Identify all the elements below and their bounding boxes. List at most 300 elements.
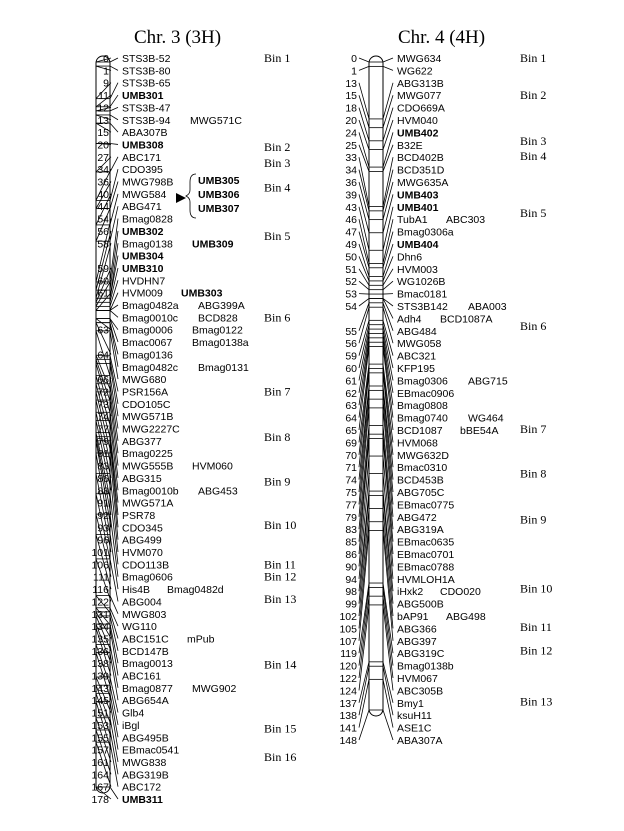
marker-position: 59 (97, 262, 109, 275)
marker-name-extra: Bmag0131 (198, 361, 249, 374)
marker-position: 13 (97, 114, 109, 127)
bin-label: Bin 14 (264, 657, 297, 672)
marker-name: UMB403 (397, 189, 439, 202)
marker-connector (383, 666, 393, 715)
marker-position: 102 (339, 611, 357, 623)
marker-name: Bmag0006 (122, 324, 173, 337)
marker-name-extra: MWG902 (192, 682, 237, 695)
marker-position: 51 (345, 263, 357, 276)
marker-name: HVMLOH1A (397, 573, 455, 586)
marker-position: 119 (340, 648, 357, 661)
chr4-title: Chr. 4 (4H) (398, 27, 486, 48)
marker-position: 50 (345, 251, 357, 264)
marker-position: 90 (345, 561, 357, 574)
marker-position: 137 (339, 697, 357, 710)
marker-name: MWG803 (122, 608, 167, 621)
marker-name: ABG313B (397, 77, 444, 90)
marker-name: Bmac0310 (397, 462, 448, 475)
marker-position: 20 (345, 115, 357, 127)
marker-connector (110, 194, 118, 225)
marker-name: EBmac0906 (397, 387, 455, 400)
marker-name: HVDHN7 (122, 275, 166, 288)
bin-label: Bin 2 (264, 139, 291, 154)
marker-name-extra: Bmag0482d (167, 584, 224, 597)
marker-name: STS3B-52 (122, 53, 171, 65)
marker-position: 136 (91, 645, 109, 658)
marker-position: 49 (345, 239, 357, 251)
marker-name-extra: HVM060 (192, 460, 233, 473)
marker-position: 116 (92, 584, 109, 597)
bin-label: Bin 7 (264, 384, 291, 399)
marker-position: 0 (103, 53, 109, 65)
bin-label: Bin 5 (264, 228, 291, 243)
marker-position: 56 (97, 225, 109, 238)
marker-name: Bmac0067 (122, 337, 173, 350)
marker-name: Bmag0138 (122, 238, 173, 251)
marker-name: Dhn6 (397, 251, 423, 264)
marker-name-extra: ABC303 (446, 214, 486, 227)
bracket (186, 174, 196, 218)
marker-name: EBmac0635 (397, 536, 455, 549)
marker-name: Bmag0482c (122, 361, 179, 374)
marker-position: 61 (97, 287, 109, 300)
bin-label: Bin 10 (264, 517, 297, 532)
bin-label: Bin 1 (520, 51, 547, 65)
marker-name: WG110 (122, 621, 157, 634)
marker-name: UMB402 (397, 127, 439, 140)
marker-name: TubA1 (397, 214, 428, 227)
marker-name: STS3B142 (397, 301, 448, 313)
bin-label: Bin 9 (264, 474, 291, 489)
marker-name-extra: ABG498 (446, 611, 486, 623)
marker-position: 145 (91, 695, 109, 708)
marker-position: 111 (93, 571, 109, 584)
marker-position: 56 (345, 338, 357, 351)
marker-position: 94 (345, 573, 357, 586)
marker-name: Bmag0306 (397, 375, 448, 388)
marker-name: MWG838 (122, 756, 167, 769)
marker-name: Bmac0181 (397, 288, 448, 301)
marker-position: 107 (339, 635, 357, 648)
marker-name: Bmag0013 (122, 658, 173, 671)
marker-position: 40 (97, 188, 109, 201)
bin-label: Bin 13 (264, 591, 297, 606)
bracketed-marker: UMB307 (198, 203, 240, 215)
marker-name: ABC171 (122, 151, 162, 164)
bin-label: Bin 3 (520, 134, 547, 149)
bracketed-marker: UMB306 (198, 189, 240, 201)
marker-name: CDO395 (122, 164, 163, 177)
marker-position: 148 (339, 735, 357, 747)
marker-position: 86 (345, 549, 357, 561)
marker-name: Bmag0606 (122, 571, 173, 584)
marker-connector (110, 206, 118, 241)
marker-position: 63 (97, 324, 109, 337)
marker-position: 52 (345, 276, 357, 289)
marker-position: 86 (97, 472, 109, 485)
marker-name: MWG571B (122, 411, 174, 424)
marker-name: Bmag0010b (122, 485, 179, 498)
position-connector (359, 58, 369, 62)
marker-name: ABG484 (397, 325, 437, 338)
marker-position: 43 (345, 201, 357, 214)
marker-position: 106 (91, 559, 109, 572)
marker-name: KFP195 (397, 363, 435, 375)
marker-name: UMB404 (397, 239, 439, 251)
bin-label: Bin 5 (520, 206, 547, 220)
marker-name: MWG680 (122, 374, 167, 387)
marker-name: ABC161 (122, 670, 162, 683)
marker-name: MWG571A (122, 497, 174, 510)
marker-position: 33 (345, 152, 357, 165)
marker-name: CDO345 (122, 522, 163, 535)
bin-label: Bin 2 (520, 88, 547, 103)
marker-name: ABA307A (397, 735, 443, 747)
marker-name: BCD453B (397, 474, 444, 487)
marker-name-extra: ABA003 (468, 301, 507, 313)
marker-name: ABG004 (122, 596, 162, 609)
marker-name: ABG319B (122, 769, 169, 782)
marker-position: 15 (97, 127, 109, 140)
marker-position: 131 (91, 608, 109, 621)
marker-position: 151 (91, 707, 109, 720)
marker-name: MWG635A (397, 177, 449, 189)
marker-name: ABG500B (397, 598, 444, 611)
marker-connector (383, 170, 393, 211)
marker-name: ABG377 (122, 435, 162, 448)
marker-name: EBmac0775 (397, 499, 455, 512)
marker-position: 122 (91, 596, 109, 609)
marker-name: STS3B-65 (122, 77, 171, 90)
marker-name: CDO113B (122, 559, 170, 572)
marker-position: 99 (345, 598, 357, 611)
marker-name: PSR78 (122, 509, 156, 522)
marker-name: MWG584 (122, 188, 167, 201)
marker-position: 64 (97, 349, 109, 362)
marker-name: Adh4 (397, 313, 422, 326)
marker-position: 11 (98, 90, 109, 103)
marker-name-extra: ABG715 (468, 375, 508, 388)
marker-name: Bmag0828 (122, 213, 173, 226)
marker-position: 138 (91, 658, 109, 671)
marker-name: MWG077 (397, 90, 442, 103)
bin-label: Bin 12 (264, 569, 297, 584)
bin-label: Bin 8 (520, 466, 547, 481)
marker-name: iHxk2 (397, 586, 424, 599)
marker-position: 60 (97, 275, 109, 288)
marker-connector (383, 298, 393, 318)
position-connector (359, 710, 369, 740)
marker-position: 75 (345, 487, 357, 499)
chr3-title: Chr. 3 (3H) (134, 27, 222, 48)
marker-position: 83 (97, 460, 109, 473)
marker-name: Bmag0740 (397, 412, 448, 425)
marker-position: 70 (345, 449, 357, 462)
marker-position: 46 (345, 214, 357, 227)
marker-name: UMB308 (122, 139, 164, 152)
marker-position: 61 (345, 375, 357, 388)
marker-name: Bmy1 (397, 697, 424, 710)
marker-name-extra: UMB309 (192, 238, 234, 251)
marker-position: 59 (345, 350, 357, 363)
marker-position: 72 (97, 386, 109, 399)
marker-name: EBmac0701 (397, 549, 455, 561)
marker-position: 62 (345, 387, 357, 400)
marker-position: 36 (345, 177, 357, 189)
marker-name-extra: bBE54A (460, 425, 499, 437)
marker-name: UMB311 (122, 794, 163, 806)
marker-position: 44 (97, 201, 109, 214)
marker-position: 141 (339, 722, 357, 735)
marker-name-extra: Bmag0122 (192, 324, 243, 337)
bin-label: Bin 13 (520, 694, 553, 709)
marker-connector (383, 679, 393, 727)
chromosome-4h (339, 51, 552, 747)
marker-name: BCD1087 (397, 425, 443, 437)
marker-name: PSR156A (122, 386, 169, 399)
marker-name: BCD147B (122, 645, 169, 658)
marker-connector (110, 693, 118, 737)
marker-name: ABG495B (122, 732, 169, 745)
marker-name: HVM003 (397, 263, 438, 276)
bin-label: Bin 9 (520, 512, 547, 527)
pointer-arrow-icon (176, 193, 186, 203)
marker-position: 71 (345, 462, 357, 475)
marker-name: BCD402B (397, 152, 444, 165)
marker-position: 124 (339, 685, 357, 698)
marker-position: 157 (91, 744, 109, 757)
marker-name: WG622 (397, 65, 433, 78)
marker-position: 18 (345, 102, 357, 115)
marker-name: MWG632D (397, 449, 449, 462)
marker-name: EBmac0541 (122, 744, 180, 757)
marker-name-extra: UMB303 (181, 287, 223, 300)
marker-name: ABC172 (122, 781, 162, 794)
position-connector (359, 170, 369, 211)
marker-position: 134 (91, 621, 109, 634)
marker-name-extra: BCD828 (198, 312, 238, 325)
position-connector (359, 679, 369, 727)
marker-position: 98 (345, 586, 357, 599)
position-connector (359, 298, 369, 306)
marker-name: ABG319A (397, 524, 444, 537)
marker-position: 27 (97, 151, 109, 164)
marker-name-extra: ABG399A (198, 300, 245, 312)
marker-position: 15 (345, 90, 357, 103)
marker-position: 167 (91, 781, 109, 794)
marker-position: 12 (97, 102, 109, 115)
marker-name: ABG397 (397, 635, 437, 648)
marker-position: 92 (97, 509, 109, 522)
marker-position: 153 (91, 719, 109, 732)
bin-label: Bin 8 (264, 430, 291, 445)
marker-position: 69 (345, 437, 357, 450)
marker-name: MWG634 (397, 53, 442, 65)
marker-position: 135 (91, 633, 109, 646)
marker-name: Bmag0808 (397, 400, 448, 413)
marker-name: ABG471 (122, 201, 162, 214)
marker-position: 101 (91, 547, 109, 559)
marker-name: Bmag0306a (397, 226, 454, 239)
marker-position: 36 (97, 176, 109, 189)
marker-name: MWG555B (122, 460, 174, 473)
marker-position: 64 (345, 412, 357, 425)
marker-name-extra: BCD1087A (440, 313, 493, 326)
marker-position: 93 (97, 522, 109, 535)
bin-label: Bin 10 (520, 581, 553, 596)
bracketed-marker: UMB305 (198, 175, 240, 187)
marker-name: MWG2227C (122, 423, 180, 436)
marker-name: ABG654A (122, 695, 169, 708)
marker-position: 13 (345, 77, 357, 90)
bin-label: Bin 12 (520, 643, 553, 658)
marker-position: 34 (345, 164, 357, 177)
marker-name: ABG499 (122, 534, 162, 547)
bin-label: Bin 15 (264, 721, 297, 736)
marker-name: Bmag0010c (122, 312, 179, 325)
marker-position: 60 (345, 363, 357, 375)
marker-name: ABC151C (122, 633, 169, 646)
marker-name-extra: Bmag0138a (192, 337, 249, 350)
bin-label: Bin 1 (264, 51, 291, 65)
marker-name: STS3B-80 (122, 65, 171, 78)
marker-name-extra: MWG571C (190, 114, 242, 127)
marker-position: 74 (97, 411, 109, 424)
bin-label: Bin 4 (520, 148, 547, 163)
marker-position: 63 (345, 400, 357, 413)
marker-position: 55 (345, 325, 357, 338)
marker-position: 138 (339, 710, 357, 723)
marker-connector (110, 742, 118, 786)
bin-label: Bin 6 (520, 318, 547, 333)
marker-position: 161 (91, 756, 109, 769)
marker-connector (110, 58, 118, 62)
marker-name: UMB310 (122, 262, 164, 275)
bin-label: Bin 6 (264, 310, 291, 325)
bin-label: Bin 7 (520, 421, 547, 436)
marker-name: ABG315 (122, 472, 162, 485)
marker-connector (110, 66, 118, 70)
marker-position: 178 (91, 794, 109, 806)
bin-label: Bin 11 (520, 620, 552, 635)
marker-name: ABG472 (397, 511, 437, 524)
marker-name: UMB304 (122, 250, 164, 263)
marker-name: ABG366 (397, 623, 437, 636)
marker-name: His4B (122, 584, 151, 597)
marker-position: 39 (345, 189, 357, 202)
marker-connector (110, 730, 118, 774)
marker-name: iBgl (122, 719, 140, 732)
bin-label: Bin 16 (264, 750, 297, 765)
marker-position: 164 (91, 769, 109, 782)
marker-name: HVM070 (122, 547, 163, 559)
marker-connector (110, 624, 118, 663)
marker-name: ABC305B (397, 685, 444, 698)
marker-position: 105 (339, 623, 357, 636)
marker-name: HVM009 (122, 287, 163, 300)
marker-name: EBmac0788 (397, 561, 455, 574)
marker-position: 54 (345, 301, 357, 313)
marker-position: 34 (97, 164, 109, 177)
marker-name: STS3B-94 (122, 114, 171, 127)
marker-connector (110, 157, 118, 172)
marker-position: 91 (97, 497, 109, 510)
marker-position: 122 (339, 673, 357, 685)
marker-position: 74 (345, 474, 357, 487)
marker-connector (383, 58, 393, 62)
marker-position: 143 (91, 682, 109, 695)
marker-name: Bmag0877 (122, 682, 173, 695)
marker-name-extra: ABG453 (198, 485, 238, 498)
marker-position: 9 (103, 77, 109, 90)
marker-position: 53 (345, 288, 357, 301)
marker-position: 79 (345, 511, 357, 524)
marker-position: 120 (339, 660, 357, 673)
marker-name: HVM040 (397, 115, 438, 127)
marker-position: 96 (97, 534, 109, 547)
chromosome-3h (91, 51, 296, 806)
marker-name: B32E (397, 139, 423, 152)
marker-position: 1 (351, 65, 357, 78)
marker-position: 54 (97, 213, 109, 226)
marker-position: 88 (97, 485, 109, 498)
marker-position: 20 (97, 139, 109, 152)
marker-position: 24 (345, 127, 357, 140)
marker-name: MWG798B (122, 176, 174, 189)
marker-name: CDO669A (397, 102, 445, 115)
marker-name-extra: mPub (187, 633, 215, 646)
marker-connector (383, 710, 393, 740)
marker-name: WG1026B (397, 276, 446, 289)
marker-position: 47 (345, 226, 357, 239)
marker-name: ABG319C (397, 648, 445, 661)
marker-name: ABG705C (397, 487, 445, 499)
marker-name: Glb4 (122, 707, 145, 720)
marker-name: ksuH11 (397, 710, 432, 723)
marker-connector (110, 107, 118, 110)
marker-position: 65 (345, 425, 357, 437)
marker-position: 79 (97, 435, 109, 448)
marker-name: UMB401 (397, 201, 439, 214)
marker-position: 1 (103, 65, 109, 78)
marker-connector (110, 143, 118, 144)
marker-name: bAP91 (397, 611, 429, 623)
marker-connector (110, 115, 118, 120)
marker-position: 77 (97, 423, 109, 436)
marker-name: HVM068 (397, 437, 438, 450)
marker-name: CDO105C (122, 398, 171, 411)
bin-label: Bin 4 (264, 180, 291, 195)
marker-name: MWG058 (397, 338, 442, 351)
marker-name: HVM067 (397, 673, 438, 685)
marker-name: UMB301 (122, 90, 164, 103)
marker-position: 66 (97, 374, 109, 387)
bin-label: Bin 3 (264, 155, 291, 170)
marker-name: UMB302 (122, 225, 164, 238)
position-connector (359, 666, 369, 715)
marker-name: STS3B-47 (122, 102, 171, 115)
marker-position: 0 (351, 53, 357, 65)
marker-position: 83 (345, 524, 357, 537)
marker-position: 139 (91, 670, 109, 683)
marker-name: Bmag0482a (122, 300, 179, 312)
marker-position: 73 (97, 398, 109, 411)
marker-name: Bmag0138b (397, 660, 454, 673)
marker-name-extra: WG464 (468, 412, 504, 425)
marker-name: ASE1C (397, 722, 432, 735)
marker-position: 85 (345, 536, 357, 549)
bin-label: Bin 11 (264, 557, 296, 572)
